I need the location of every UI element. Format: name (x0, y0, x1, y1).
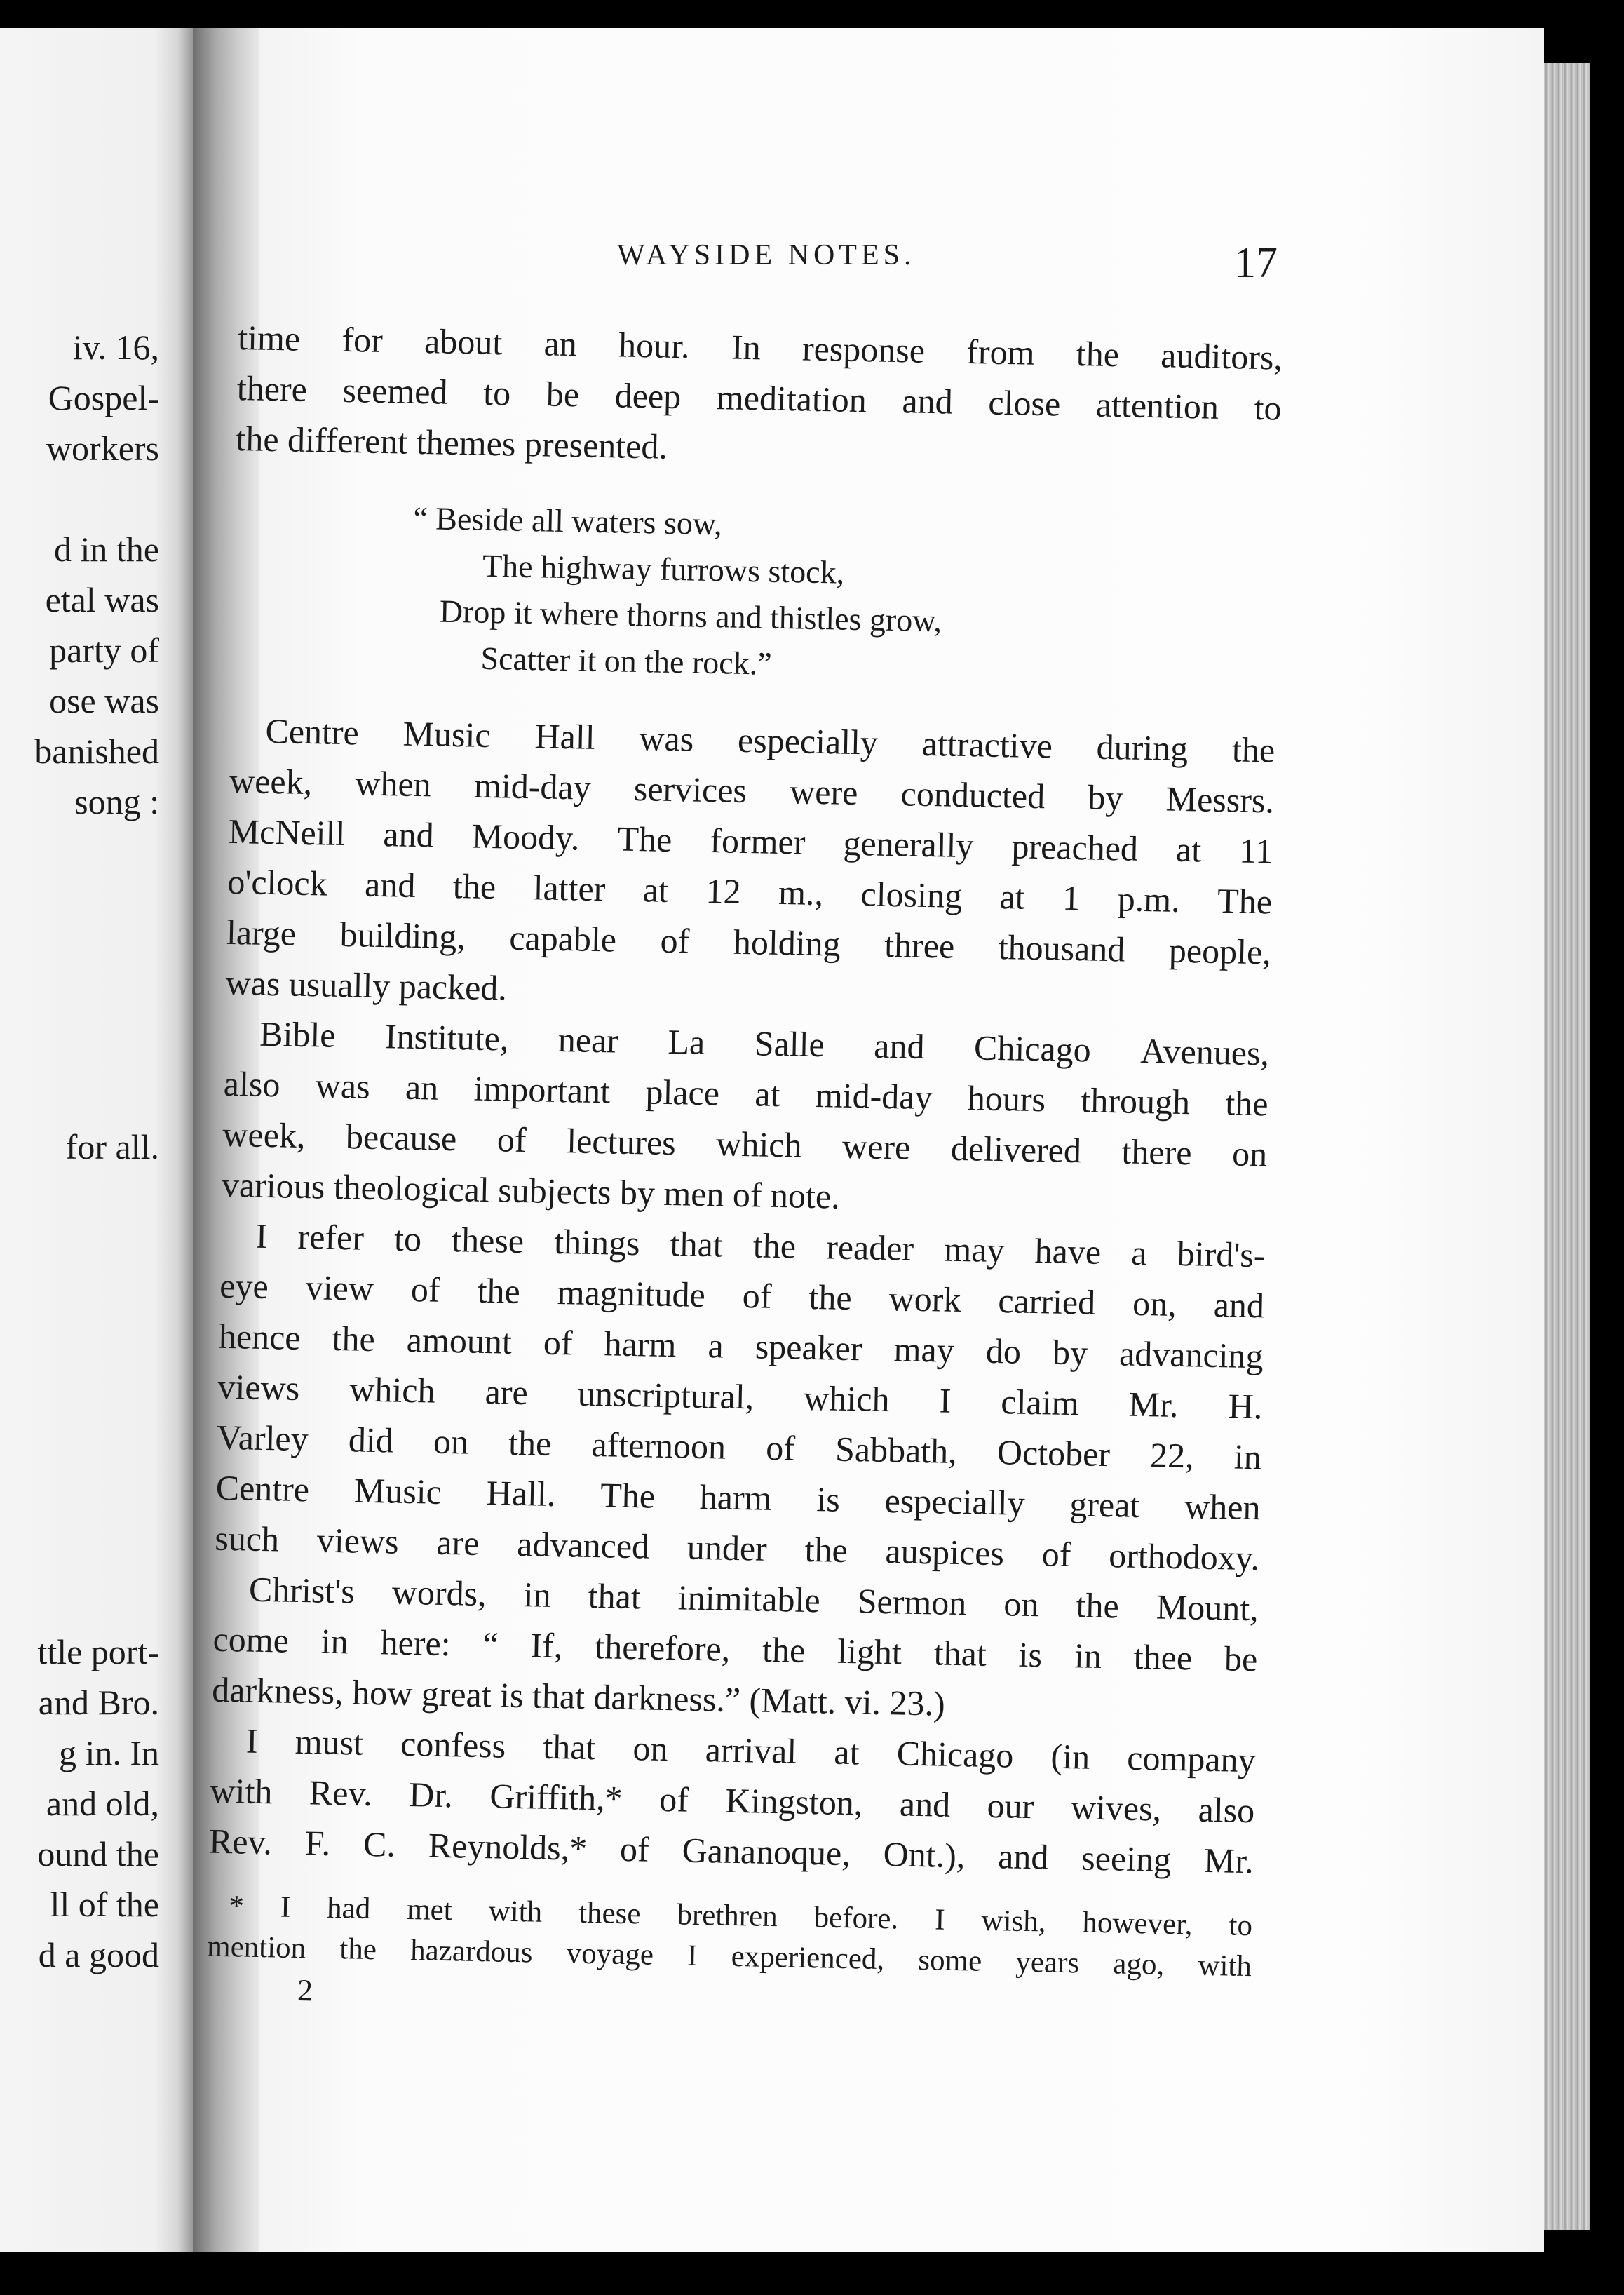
signature-mark: 2 (297, 1973, 313, 2008)
text-line: such views are advanced under the auspices of orthodoxy. (214, 1518, 1260, 1578)
running-head: WAYSIDE NOTES. (617, 239, 916, 271)
page-edges (1544, 63, 1590, 2230)
paragraph (215, 1210, 1266, 1584)
text-line: o'clock and the latter at 12 m., closing at 1 p.m. The (226, 861, 1273, 922)
text-line: Centre Music Hall was especially attractive during the (265, 711, 1275, 770)
left-page-fragment: banished (34, 732, 159, 771)
text-line: Varley did on the afternoon of Sabbath, October 22, in (216, 1417, 1262, 1477)
verse-line: Scatter it on the rock.” (480, 640, 773, 682)
left-page-fragment: workers (46, 429, 159, 468)
left-page-fragment: d a good (38, 1935, 159, 1974)
text-line: time for about an hour. In response from the auditors, (237, 317, 1283, 377)
page-number: 17 (1234, 239, 1278, 287)
left-page-fragment: ound the (37, 1834, 159, 1873)
text-line: also was an important place at mid-day hours through the (223, 1063, 1269, 1124)
verse-line: Drop it where thorns and thistles grow, (439, 593, 942, 639)
text-line: darkness, how great is that darkness.” (Matt. vi. 23.) (211, 1669, 946, 1723)
verse-line: The highway furrows stock, (482, 547, 845, 591)
text-line: come in here: “ If, therefore, the light that is in thee be (212, 1619, 1258, 1679)
left-page-fragment: for all. (65, 1127, 159, 1166)
left-page (0, 28, 193, 2252)
paragraph (236, 312, 1283, 484)
text-line: the different themes presented. (236, 418, 668, 466)
paragraph (221, 1008, 1269, 1230)
text-line: I must confess that on arrival at Chicago (in company (245, 1721, 1257, 1780)
text-line: Christ's words, in that inimitable Sermon on the Mount, (248, 1569, 1259, 1629)
left-page-fragment: song : (74, 782, 159, 821)
left-page-fragment: and old, (46, 1784, 159, 1823)
left-page-fragment: party of (49, 631, 159, 670)
left-page-fragment: d in the (54, 530, 159, 569)
text-line: Bible Institute, near La Salle and Chicago Avenues, (259, 1014, 1270, 1073)
verse (231, 492, 1280, 697)
paragraph (225, 705, 1275, 1028)
left-page-fragment: Gospel- (48, 378, 159, 417)
text-line: views which are unscriptural, which I claim Mr. H. (217, 1366, 1263, 1427)
text-line: was usually packed. (225, 962, 508, 1008)
text-line: Rev. F. C. Reynolds,* of Gananoque, Ont.), and seeing Mr. (208, 1821, 1254, 1881)
paragraph (208, 1715, 1256, 1887)
text-line: I refer to these things that the reader may have a bird's- (255, 1216, 1266, 1275)
left-page-fragment: g in. In (58, 1733, 159, 1772)
text-line: with Rev. Dr. Griffith,* of Kingston, and our wives, also (209, 1770, 1255, 1831)
text-line: there seemed to be deep meditation and close attention to (236, 368, 1283, 428)
page-body (206, 312, 1283, 2031)
text-line: various theological subjects by men of note. (221, 1164, 841, 1216)
left-page-fragment: iv. 16, (72, 328, 159, 367)
paragraph (212, 1563, 1259, 1735)
left-page-fragment: etal was (45, 580, 159, 619)
text-line: large building, capable of holding three thousand people, (226, 912, 1272, 972)
left-page-fragment: ose was (49, 681, 159, 720)
text-line: week, when mid-day services were conducted by Messrs. (229, 760, 1275, 821)
text-line: eye view of the magnitude of the work carried on, and (219, 1265, 1265, 1326)
footnote-line: mention the hazardous voyage I experienced, some years ago, with (206, 1930, 1252, 1984)
left-page-fragment: ll of the (50, 1885, 159, 1924)
text-line: McNeill and Moody. The former generally preached at 11 (228, 811, 1273, 871)
left-page-fragment: ttle port- (37, 1632, 159, 1671)
verse-line: “ Beside all waters sow, (412, 499, 723, 542)
text-line: week, because of lectures which were delivered there on (222, 1114, 1268, 1174)
footnote-line: * I had met with these brethren before. I wish, however, to (228, 1890, 1253, 1943)
left-page-fragment: and Bro. (38, 1683, 159, 1722)
text-line: Centre Music Hall. The harm is especially great when (215, 1467, 1261, 1528)
text-line: hence the amount of harm a speaker may do by advancing (218, 1316, 1264, 1376)
